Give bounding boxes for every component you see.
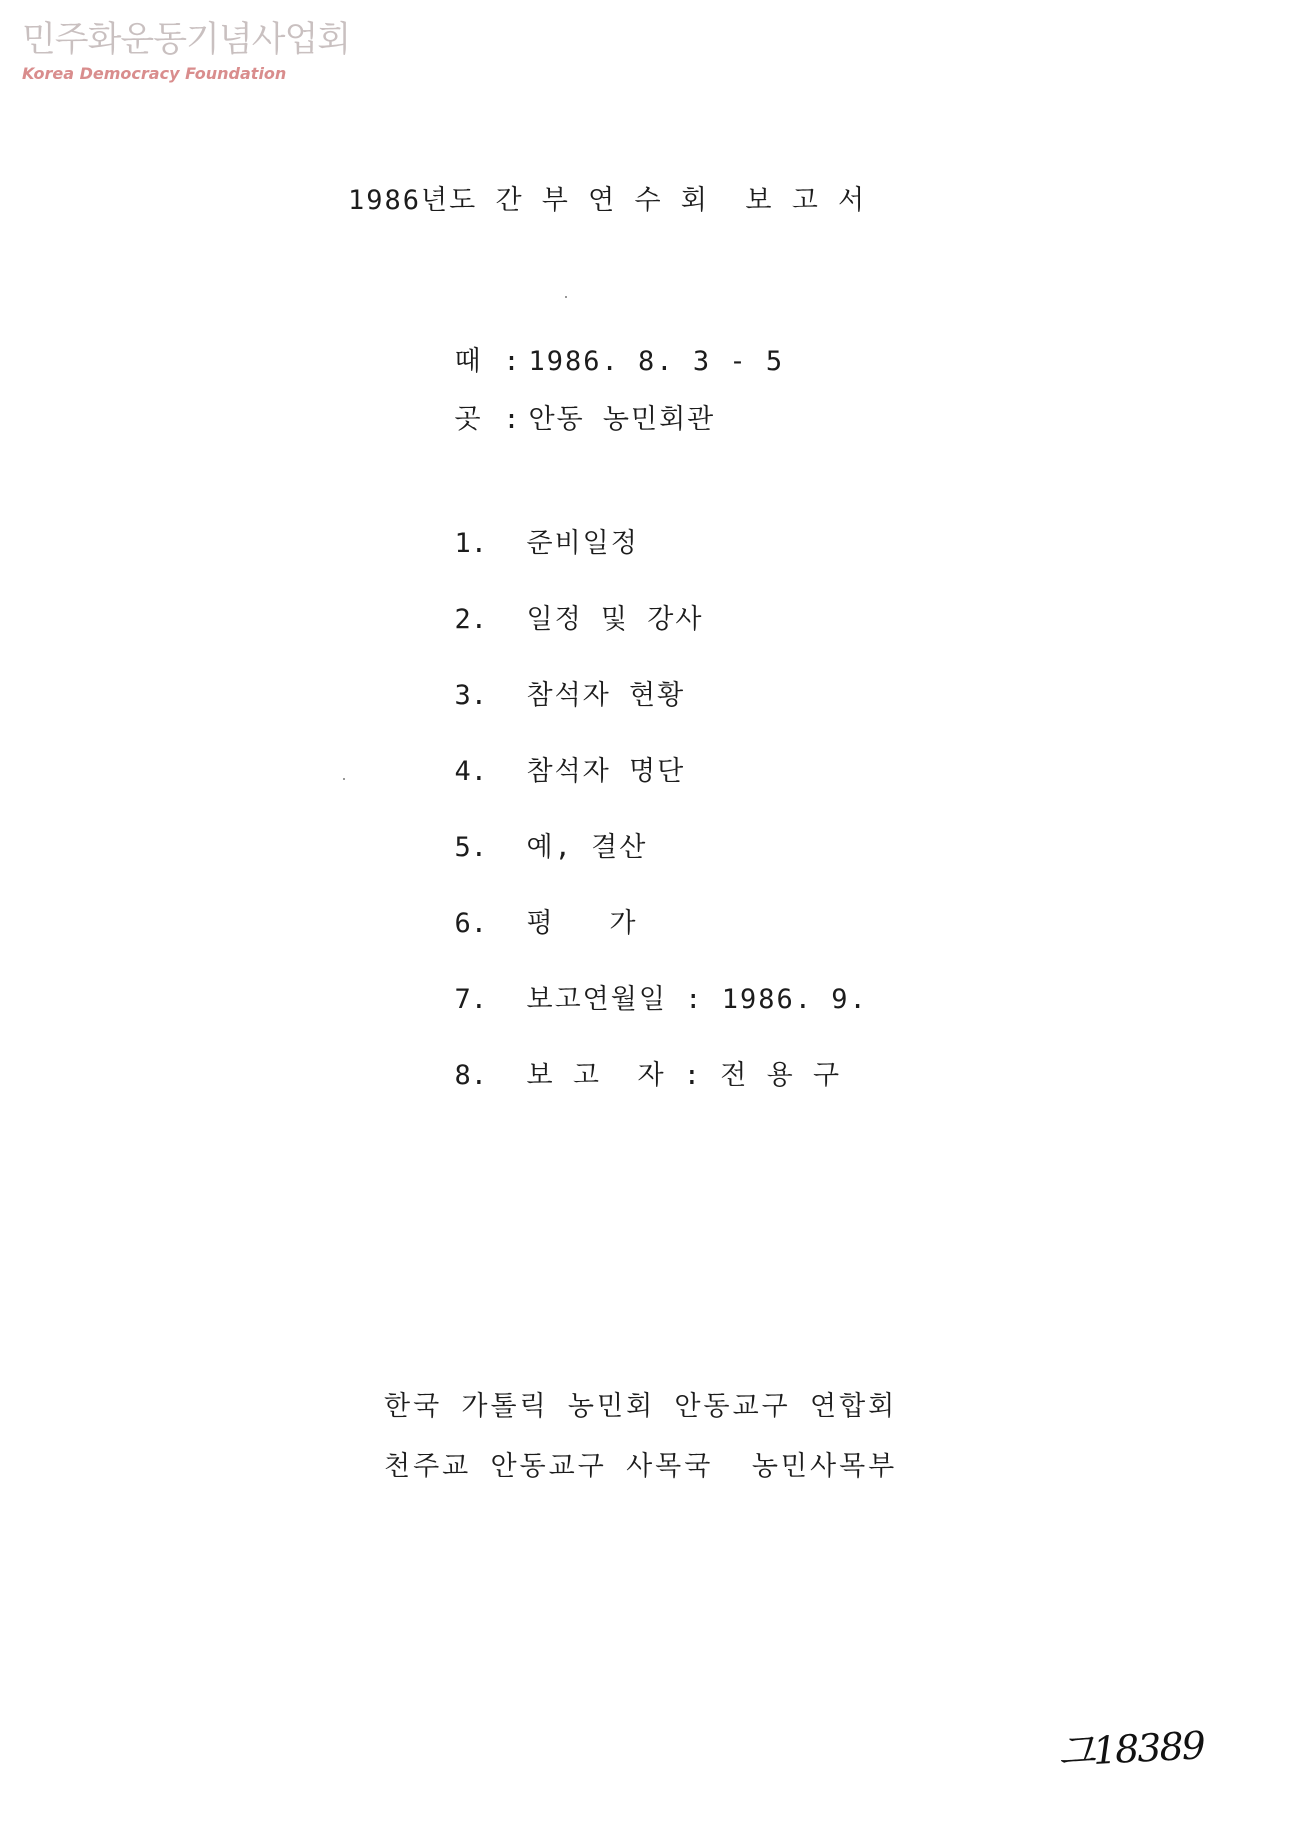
meta-where-value: 안동 농민회관: [528, 404, 716, 435]
toc-item-label: 일정 및 강사: [526, 604, 704, 635]
toc-item-label: 예, 결산: [526, 832, 648, 863]
toc-item: [422, 718, 685, 788]
handwritten-archive-number: 그18389: [1057, 1723, 1205, 1775]
toc-item: [422, 1022, 841, 1092]
toc-item-number: 3.: [454, 680, 488, 711]
scan-speck: [343, 778, 345, 780]
toc-item: [422, 946, 868, 1016]
meta-where: [422, 366, 715, 436]
toc-item-number: 4.: [454, 756, 488, 787]
watermark-korean-text: 민주화운동기념사업회: [22, 20, 351, 60]
toc-item-number: 6.: [454, 908, 488, 939]
toc-item-number: 8.: [454, 1060, 488, 1091]
toc-item-label: 준비일정: [526, 528, 639, 559]
toc-item-number: 2.: [454, 604, 488, 635]
toc-item-label: 참석자 명단: [526, 756, 686, 787]
organization-line-2: 천주교 안동교구 사목국 농민사목부: [384, 1451, 898, 1482]
organization-line-1: 한국 가톨릭 농민회 안동교구 연합회: [384, 1391, 898, 1422]
toc-item-number: 5.: [454, 832, 488, 863]
watermark-english-text: Korea Democracy Foundation: [22, 64, 287, 83]
toc-item: [422, 870, 637, 940]
toc-item-label: 보 고 자 : 전 용 구: [526, 1060, 842, 1091]
toc-item: [422, 490, 639, 560]
meta-when-separator: :: [503, 346, 520, 377]
meta-when-label: 때: [454, 346, 481, 377]
toc-item: [422, 642, 685, 712]
meta-when-value: 1986. 8. 3 - 5: [528, 346, 785, 377]
toc-item-number: 7.: [454, 984, 488, 1015]
toc-item-label: 평 가: [526, 908, 638, 939]
meta-where-label: 곳: [454, 404, 481, 435]
toc-item-label: 보고연월일 : 1986. 9.: [526, 984, 868, 1015]
document-title: 1986년도 간 부 연 수 회 보 고 서: [348, 185, 867, 216]
toc-item-number: 1.: [454, 528, 488, 559]
scan-speck: [565, 296, 567, 298]
watermark-logo: [22, 18, 350, 84]
toc-item: [422, 794, 647, 864]
meta-where-separator: :: [503, 404, 520, 435]
toc-item: [422, 566, 703, 636]
toc-item-label: 참석자 현황: [526, 680, 686, 711]
